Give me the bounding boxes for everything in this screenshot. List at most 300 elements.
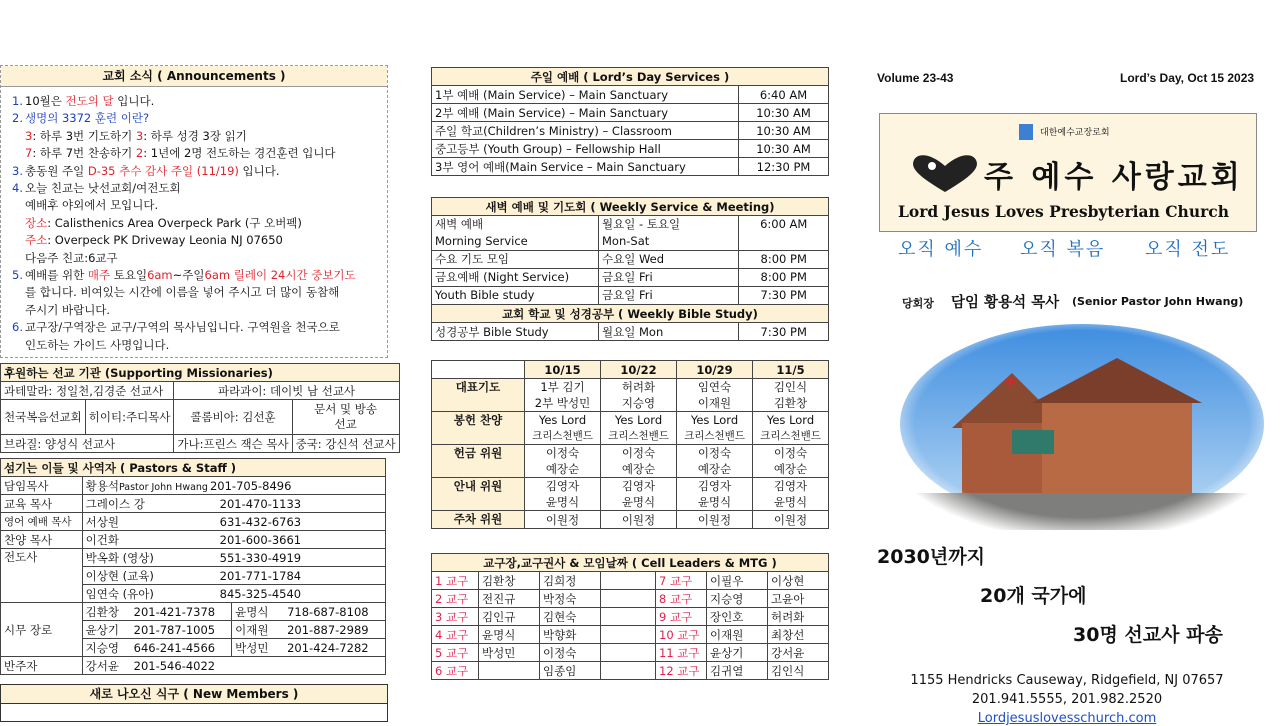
weekly-title: 새벽 예배 및 기도회 ( Weekly Service & Meeting): [432, 198, 829, 216]
cell-leader: 장인호: [707, 608, 768, 626]
weekly-text: Mon-Sat: [602, 234, 650, 248]
weekly-text: Youth Bible study: [435, 288, 535, 302]
elder-name: 박성민: [235, 640, 269, 655]
cell-deaconess: 김희정: [540, 572, 601, 590]
cell-row: [432, 644, 829, 662]
cell-leader: 전진규: [479, 590, 540, 608]
duty-cell: [601, 412, 677, 445]
duty-row: [432, 379, 829, 412]
address: 1155 Hendricks Causeway, Ridgefield, NJ 07657: [910, 673, 1224, 688]
staff-row: [1, 657, 386, 675]
cell-deaconess: 이상현: [768, 572, 829, 590]
duty-row: [432, 412, 829, 445]
staff-name: 이건화: [85, 532, 119, 547]
announcement-line: [1, 163, 280, 180]
weekly-text: 금요예배 (Night Service): [435, 270, 570, 284]
duty-name: 이정숙: [773, 446, 808, 460]
duty-label: 헌금 위원: [432, 445, 525, 478]
duty-name: 이정숙: [697, 446, 732, 460]
weekly-day: [599, 216, 739, 251]
announcement-text: 를 합니다. 비여있는 시간에 이름을 넣어 주시고 더 많이 동참해: [25, 285, 340, 300]
announcement-text: 7: [25, 146, 33, 161]
announcement-line: [1, 337, 169, 354]
announcement-text: 10월은: [25, 94, 66, 108]
announcement-line: [1, 145, 336, 162]
service-name: 1부 예배 (Main Service) – Main Sanctuary: [432, 86, 739, 104]
cell-group: 10 교구: [656, 626, 707, 644]
bible-cell: 성경공부 Bible Study: [432, 323, 599, 341]
staff-contact: [82, 657, 385, 675]
weekly-row: [432, 251, 829, 269]
cell-gap: [601, 644, 656, 662]
announcement-line: [1, 128, 247, 145]
duty-cell: [677, 412, 753, 445]
phones: 201.941.5555, 201.982.2520: [971, 692, 1163, 707]
weekly-row: [432, 287, 829, 305]
announcement-text: 총동원 주일: [25, 163, 88, 178]
duty-cell: [753, 445, 829, 478]
bible-cell: 월요일 Mon: [599, 323, 739, 341]
cell-gap: [601, 662, 656, 680]
cell-leader: 김인규: [479, 608, 540, 626]
weekly-text: 월요일 - 토요일: [602, 217, 681, 231]
duty-name: 크리스천밴드: [608, 430, 669, 442]
weekly-day: [599, 251, 739, 269]
duty-date: 10/22: [601, 361, 677, 379]
duty-name: 이재원: [697, 396, 732, 410]
announcement-line: [1, 302, 110, 319]
announcement-text: : 하루 7번 찬송하기: [32, 146, 136, 161]
elder-row: [1, 603, 386, 621]
cell-group: 4 교구: [432, 626, 479, 644]
cell-deaconess: 고윤아: [768, 590, 829, 608]
cell-deaconess: 강서윤: [768, 644, 829, 662]
announcement-text: 6am: [147, 268, 173, 282]
elder-cell: [232, 639, 386, 657]
staff-name: 강서윤: [85, 658, 119, 673]
duty-name: 지승영: [621, 396, 656, 410]
duty-name: 김영자: [697, 479, 732, 493]
elder-name: 지승영: [85, 640, 119, 655]
weekly-text: 7:30 PM: [760, 288, 807, 302]
elder-phone: 201-887-2989: [287, 622, 369, 637]
service-time: 12:30 PM: [739, 158, 829, 176]
announcement-text: 인도하는 가이드 사명입니다.: [25, 337, 170, 352]
elder-phone: 718-687-8108: [287, 604, 369, 619]
elder-phone: 201-424-7282: [287, 640, 369, 655]
website-link[interactable]: Lordjesuslovesschurch.com: [977, 711, 1157, 726]
cell-group: 7 교구: [656, 572, 707, 590]
announcement-text: 예배후 야외에서 모입니다.: [25, 198, 159, 213]
cell-leader: 윤명식: [479, 626, 540, 644]
staff-contact: [82, 477, 385, 495]
heart-icon: [908, 152, 982, 196]
staff-name: 황용석: [85, 478, 119, 493]
elder-cell: [232, 603, 386, 621]
announcement-text: 토요일: [110, 268, 148, 282]
staff-role: 반주자: [1, 657, 83, 675]
missionary-cell: 과테말라: 정일천,김경준 선교사: [1, 382, 174, 400]
cell-gap: [601, 608, 656, 626]
cross-icon: [1019, 124, 1033, 140]
duty-header-row: [432, 361, 829, 379]
duty-cell: [601, 478, 677, 511]
weekly-name: [432, 287, 599, 305]
cell-deaconess: 임종임: [540, 662, 601, 680]
duty-label: 대표기도: [432, 379, 525, 412]
duty-cell: [601, 445, 677, 478]
cell-leaders-table: [431, 553, 829, 680]
weekly-text: 수요일 Wed: [602, 252, 665, 266]
announcement-text: 생명의 3372 훈련 이란?: [25, 111, 150, 126]
church-name-en: Lord Jesus Loves Presbyterian Church: [898, 202, 1229, 221]
announcement-text: : Calisthenics Area Overpeck Park (구 오버펙): [47, 215, 302, 230]
pastor-role: 당회장: [902, 297, 934, 310]
weekly-name: [432, 251, 599, 269]
staff-role: 교육 목사: [1, 495, 83, 513]
duty-name: 임연숙: [697, 380, 732, 394]
service-row: [432, 158, 829, 176]
missionary-cell: 가나:프린스 잭슨 목사: [174, 435, 292, 453]
staff-contact: [82, 585, 385, 603]
elder-cell: [82, 621, 231, 639]
cell-deaconess: 박정숙: [540, 590, 601, 608]
date-label: Lord’s Day, Oct 15 2023: [1120, 71, 1255, 85]
duty-name: 윤명식: [773, 495, 808, 509]
staff-name: 임연숙 (유아): [85, 586, 154, 601]
missionary-cell: 콜롬비아: 김선훈: [174, 400, 292, 435]
duty-name: 예장순: [621, 462, 656, 476]
duty-name: Yes Lord: [766, 413, 815, 427]
duty-label: 주차 위원: [432, 511, 525, 529]
duty-name: 김영자: [545, 479, 580, 493]
staff-table: [0, 458, 386, 675]
duty-cell: [525, 445, 601, 478]
cell-leader: 윤상기: [707, 644, 768, 662]
duty-corner: [432, 361, 525, 379]
announcement-text: : Overpeck PK Driveway Leonia NJ 07650: [47, 233, 283, 248]
staff-phone: 631-432-6763: [219, 514, 302, 529]
staff-contact: [82, 531, 385, 549]
duty-row: [432, 478, 829, 511]
cell-leader: 지승영: [707, 590, 768, 608]
duty-name: 크리스천밴드: [684, 430, 745, 442]
cell-row: [432, 590, 829, 608]
staff-role: 찬양 목사: [1, 531, 83, 549]
elders-label: 시무 장로: [1, 603, 83, 657]
service-row: [432, 86, 829, 104]
duty-cell: [677, 478, 753, 511]
duty-date: 11/5: [753, 361, 829, 379]
missionary-cell: 브라질: 양성식 선교사: [1, 435, 174, 453]
weekly-row: [432, 216, 829, 251]
cell-leader: 이필우: [707, 572, 768, 590]
pastor-name: 담임 황용석 목사: [951, 295, 1060, 311]
cell-leaders-title: 교구장,교구권사 & 모임날짜 ( Cell Leaders & MTG ): [432, 554, 829, 572]
duty-name: 허려화: [621, 380, 656, 394]
new-members-title: 새로 나오신 식구 ( New Members ): [1, 685, 387, 704]
announcement-line: [1, 93, 154, 110]
duty-cell: [677, 445, 753, 478]
cell-row: [432, 608, 829, 626]
announcements-box: [0, 65, 388, 358]
staff-phone: 201-470-1133: [219, 496, 302, 511]
missionary-cell: 선교: [334, 417, 357, 431]
weekly-text: 새벽 예배: [435, 217, 484, 231]
weekly-name: [432, 269, 599, 287]
staff-phone: 551-330-4919: [219, 550, 302, 565]
missionaries-table: [0, 363, 400, 453]
staff-contact: [82, 513, 385, 531]
cell-deaconess: 이정숙: [540, 644, 601, 662]
staff-role: 담임목사: [1, 477, 83, 495]
duty-cell: [525, 379, 601, 412]
staff-role: 전도사: [1, 549, 83, 603]
duty-name: 이원정: [545, 512, 580, 527]
cell-leader: 김환창: [479, 572, 540, 590]
duty-name: 윤명식: [697, 495, 732, 509]
duty-name: 이정숙: [621, 446, 656, 460]
cell-group: 6 교구: [432, 662, 479, 680]
staff-name-en: Pastor John Hwang: [118, 481, 208, 493]
elder-name: 윤명식: [235, 604, 269, 619]
weekly-day: [599, 287, 739, 305]
cell-group: 5 교구: [432, 644, 479, 662]
announcement-number: 3.: [12, 163, 23, 178]
announcement-text: 주소: [25, 233, 48, 248]
announcement-text: 매주: [87, 268, 111, 282]
weekly-row: [432, 269, 829, 287]
new-members-box: [0, 684, 388, 722]
duty-name: Yes Lord: [538, 413, 587, 427]
bible-cell: 7:30 PM: [739, 323, 829, 341]
pastor-en: (Senior Pastor John Hwang): [1072, 295, 1244, 308]
cell-group: 8 교구: [656, 590, 707, 608]
elder-cell: [82, 603, 231, 621]
missionaries-title: 후원하는 선교 기관 (Supporting Missionaries): [1, 364, 400, 382]
missionary-cell: 히이티:주디목사: [85, 400, 174, 435]
staff-row: [1, 531, 386, 549]
staff-row: [1, 477, 386, 495]
cell-group: 2 교구: [432, 590, 479, 608]
duty-row: [432, 445, 829, 478]
cell-leader: [479, 662, 540, 680]
duty-table: [431, 360, 829, 529]
duty-name: 이원정: [621, 512, 656, 527]
announcement-text: 전도의 달: [65, 94, 114, 108]
announcement-text: 예배를 위한: [25, 268, 88, 282]
volume-label: Volume 23-43: [877, 71, 954, 85]
weekly-name: [432, 216, 599, 251]
staff-phone: 201-600-3661: [219, 532, 302, 547]
announcement-line: [1, 267, 356, 284]
duty-name: 예장순: [697, 462, 732, 476]
announcement-text: ~주일: [172, 268, 205, 282]
duty-name: 이정숙: [545, 446, 580, 460]
announcement-text: : 하루 성경 3장 읽기: [143, 128, 247, 143]
duty-name: 예장순: [773, 462, 808, 476]
duty-name: 김인식: [773, 380, 808, 394]
cell-leader: 김귀열: [707, 662, 768, 680]
announcement-number: 4.: [12, 181, 23, 195]
elder-cell: [232, 621, 386, 639]
cell-row: [432, 662, 829, 680]
weekly-text: 8:00 PM: [760, 270, 807, 284]
duty-name: 1부 김기: [540, 380, 585, 394]
cell-gap: [601, 590, 656, 608]
service-time: 10:30 AM: [739, 122, 829, 140]
staff-phone: 201-546-4022: [133, 658, 216, 673]
church-logo: [879, 113, 1257, 232]
staff-row: [1, 549, 386, 567]
announcement-line: [1, 232, 283, 249]
cell-leader: 박성민: [479, 644, 540, 662]
announcement-text: 3: [25, 128, 33, 143]
weekly-text: Morning Service: [435, 234, 528, 248]
announcement-text: 3: [135, 128, 144, 143]
announcement-text: 입니다.: [238, 163, 280, 178]
announcement-text: 오늘 친교는 낫선교회/여전도회: [25, 181, 181, 195]
cell-deaconess: 허려화: [768, 608, 829, 626]
announcement-line: [1, 319, 340, 336]
duty-cell: [677, 511, 753, 529]
missionary-cell: 중국: 강신석 선교사: [292, 435, 399, 453]
duty-date: 10/29: [677, 361, 753, 379]
bible-title: 교회 학교 및 성경공부 ( Weekly Bible Study): [432, 305, 829, 323]
staff-name: 서상원: [85, 514, 119, 529]
elder-name: 윤상기: [85, 622, 119, 637]
announcement-text: 다음주 친교:6교구: [25, 250, 118, 265]
announcement-number: 6.: [12, 320, 23, 335]
announcement-line: [1, 197, 158, 214]
elder-name: 이재원: [235, 622, 269, 637]
service-name: 중고등부 (Youth Group) – Fellowship Hall: [432, 140, 739, 158]
duty-cell: [753, 379, 829, 412]
announcement-text: 입니다.: [113, 94, 155, 108]
announcement-line: [1, 180, 181, 197]
staff-contact: [82, 495, 385, 513]
cell-gap: [601, 572, 656, 590]
services-title: 주일 예배 ( Lord’s Day Services ): [432, 68, 829, 86]
announcement-text: 2: [135, 146, 144, 161]
duty-cell: [525, 511, 601, 529]
duty-cell: [601, 379, 677, 412]
vision-line-1: 2030년까지: [877, 546, 985, 568]
missionary-cell: 문서 및 방송: [314, 402, 378, 416]
duty-cell: [525, 478, 601, 511]
cell-row: [432, 572, 829, 590]
weekly-text: 수요 기도 모임: [435, 252, 509, 266]
staff-contact: [82, 567, 385, 585]
duty-label: 안내 위원: [432, 478, 525, 511]
duty-name: 이원정: [773, 512, 808, 527]
cell-gap: [601, 626, 656, 644]
duty-cell: [677, 379, 753, 412]
weekly-text: 6:00 AM: [760, 217, 808, 231]
announcements-title: 교회 소식 ( Announcements ): [1, 66, 387, 87]
duty-name: 크리스천밴드: [760, 430, 821, 442]
weekly-time: [739, 251, 829, 269]
service-row: [432, 140, 829, 158]
elder-phone: 201-421-7378: [133, 604, 216, 619]
staff-name: 그레이스 강: [85, 496, 145, 511]
announcement-line: [1, 215, 302, 232]
service-name: 2부 예배 (Main Service) – Main Sanctuary: [432, 104, 739, 122]
cell-deaconess: 박향화: [540, 626, 601, 644]
announcement-text: D-35 추수 감사 주일 (11/19): [87, 163, 239, 178]
duty-name: 김영자: [773, 479, 808, 493]
cell-deaconess: 최창선: [768, 626, 829, 644]
service-row: [432, 122, 829, 140]
staff-name: 이상현 (교육): [85, 568, 154, 583]
services-table: [431, 67, 829, 176]
announcement-line: [1, 250, 118, 267]
cell-group: 12 교구: [656, 662, 707, 680]
cell-group: 1 교구: [432, 572, 479, 590]
staff-phone: 201-705-8496: [209, 478, 292, 493]
weekly-day: [599, 269, 739, 287]
duty-name: 김환창: [773, 396, 808, 410]
elder-cell: [82, 639, 231, 657]
staff-name: 박옥화 (영상): [85, 550, 154, 565]
duty-cell: [601, 511, 677, 529]
vision-line-2: 20개 국가에: [980, 585, 1087, 607]
duty-name: 윤명식: [545, 495, 580, 509]
staff-title: 섬기는 이들 및 사역자 ( Pastors & Staff ): [1, 459, 386, 477]
duty-cell: [753, 412, 829, 445]
service-name: 3부 영어 예배(Main Service – Main Sanctuary: [432, 158, 739, 176]
weekly-table: [431, 197, 829, 341]
slogan-3: 오직 전도: [1145, 239, 1231, 260]
service-name: 주일 학교(Children’s Ministry) – Classroom: [432, 122, 739, 140]
staff-role: 영어 예배 목사: [1, 513, 83, 531]
cell-group: 3 교구: [432, 608, 479, 626]
announcement-text: 6am 릴레이 24시간 중보기도: [204, 268, 356, 282]
announcement-text: 장소: [25, 215, 48, 230]
staff-phone: 845-325-4540: [219, 586, 302, 601]
cell-group: 11 교구: [656, 644, 707, 662]
duty-name: 2부 박성민: [534, 396, 591, 410]
duty-cell: [525, 412, 601, 445]
elder-phone: 646-241-4566: [133, 640, 216, 655]
staff-row: [1, 495, 386, 513]
cell-group: 9 교구: [656, 608, 707, 626]
missionary-cell: 파라과이: 데이빗 남 선교사: [174, 382, 399, 400]
duty-name: 윤명식: [621, 495, 656, 509]
slogan-1: 오직 예수: [898, 239, 984, 260]
announcement-number: 1.: [12, 94, 23, 108]
slogan-2: 오직 복음: [1020, 239, 1106, 260]
duty-cell: [753, 478, 829, 511]
announcement-line: [1, 284, 339, 301]
service-time: 10:30 AM: [739, 104, 829, 122]
vision-line-3: 30명 선교사 파송: [1073, 624, 1223, 646]
cell-deaconess: 김현숙: [540, 608, 601, 626]
duty-name: 예장순: [545, 462, 580, 476]
announcement-text: 주시기 바랍니다.: [25, 302, 111, 317]
cell-leader: 이재원: [707, 626, 768, 644]
duty-name: 이원정: [697, 512, 732, 527]
duty-row: [432, 511, 829, 529]
church-name-ko: 주 예수 사랑교회: [984, 160, 1244, 195]
announcement-text: 교구장/구역장은 교구/구역의 목사님입니다. 구역원을 천국으로: [25, 320, 340, 335]
missionary-cell: 천국복음선교회: [1, 400, 86, 435]
weekly-time: [739, 216, 829, 251]
weekly-text: 8:00 PM: [760, 252, 807, 266]
announcement-number: 5.: [12, 268, 23, 282]
duty-name: 김영자: [621, 479, 656, 493]
service-row: [432, 104, 829, 122]
